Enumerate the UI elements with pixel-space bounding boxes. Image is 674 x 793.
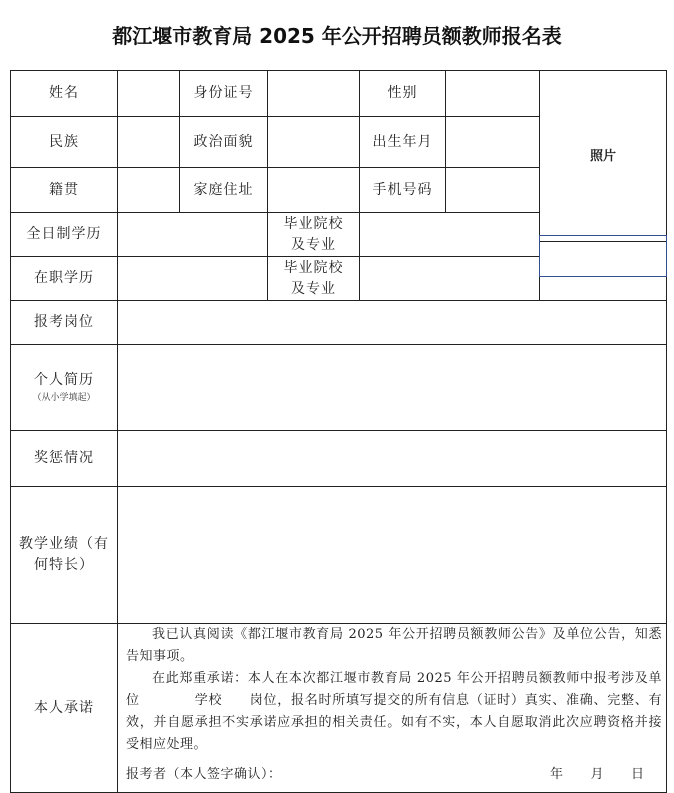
field-school-major-1[interactable]: [359, 212, 540, 257]
label-id-number: 身份证号: [179, 70, 268, 117]
label-teaching: [10, 486, 118, 624]
field-phone[interactable]: [445, 167, 540, 213]
pledge-paragraph-1: 我已认真阅读《都江堰市教育局 2025 年公开招聘员额教师公告》及单位公告，知悉告知事项。: [126, 627, 662, 664]
signature-line: [126, 764, 666, 786]
label-name: 姓名: [10, 70, 118, 117]
field-school-major-2[interactable]: [359, 256, 540, 301]
field-inservice-edu[interactable]: [117, 256, 268, 301]
label-resume-note: （从小学填起）: [32, 393, 96, 403]
field-native-place[interactable]: [117, 167, 180, 213]
label-inservice-edu: 在职学历: [10, 256, 118, 301]
label-address: 家庭住址: [179, 167, 268, 213]
signature-label: 报考者（本人签字确认）：: [126, 767, 282, 782]
label-resume-title: 个人简历: [33, 372, 94, 388]
photo-selection-outline: [539, 235, 667, 277]
label-awards: 奖惩情况: [10, 430, 118, 487]
label-school-major-2: [267, 256, 360, 301]
field-id-number[interactable]: [267, 70, 360, 117]
signature-date: 年 月 日: [550, 767, 645, 782]
pledge-paragraph-2: 在此郑重承诺：本人在本次都江堰市教育局 2025 年公开招聘员额教师中报考涉及单位 学校 岗位，报名时所填写提交的所有信息（证时）真实、准确、完整、有效，并自愿承担不实承诺应承担的相关责任。如有不实，本人自愿取消此次应聘资格并接受相应处理。: [126, 671, 662, 752]
label-school-major-2-line1: 毕业院校: [283, 259, 344, 276]
label-ethnicity: 民族: [10, 116, 118, 168]
label-school-major-2-line2: 及专业: [291, 280, 336, 297]
label-position: 报考岗位: [10, 300, 118, 345]
label-pledge: 本人承诺: [10, 623, 118, 793]
label-birth: 出生年月: [359, 116, 446, 168]
label-political-status: 政治面貌: [179, 116, 268, 168]
label-native-place: 籍贯: [10, 167, 118, 213]
field-ethnicity[interactable]: [117, 116, 180, 168]
label-school-major-1-line2: 及专业: [291, 236, 336, 253]
field-gender[interactable]: [445, 70, 540, 117]
form-title: 都江堰市教育局 2025 年公开招聘员额教师报名表: [112, 24, 562, 48]
label-school-major-1-line1: 毕业院校: [283, 215, 344, 232]
label-teaching-line1: 教学业绩（有: [19, 536, 109, 552]
label-resume: [10, 344, 118, 431]
field-name[interactable]: [117, 70, 180, 117]
pledge-text: [126, 624, 662, 756]
label-fulltime-edu: 全日制学历: [10, 212, 118, 257]
photo-label: 照片: [589, 148, 616, 164]
field-teaching[interactable]: [117, 486, 667, 624]
field-birth[interactable]: [445, 116, 540, 168]
field-awards[interactable]: [117, 430, 667, 487]
label-gender: 性别: [359, 70, 446, 117]
field-political-status[interactable]: [267, 116, 360, 168]
label-school-major-1: [267, 212, 360, 257]
field-fulltime-edu[interactable]: [117, 212, 268, 257]
field-address[interactable]: [267, 167, 360, 213]
field-position[interactable]: [117, 300, 667, 345]
label-phone: 手机号码: [359, 167, 446, 213]
field-resume[interactable]: [117, 344, 667, 431]
label-teaching-line2: 何特长）: [34, 557, 94, 573]
photo-box[interactable]: [539, 70, 667, 242]
